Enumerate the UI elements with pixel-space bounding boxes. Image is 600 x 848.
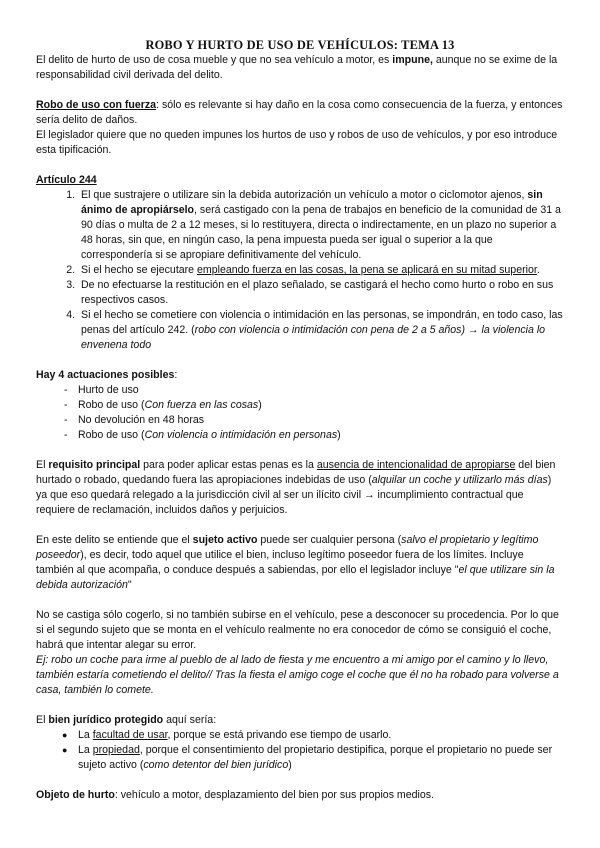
req-text: El [36, 459, 49, 471]
requisito-paragraph [36, 458, 564, 518]
bien-heading [36, 713, 564, 728]
suj-text: En este delito se entiende que el [36, 534, 193, 546]
robo-fuerza-heading: Robo de uso con fuerza [36, 99, 157, 111]
list-item-note: Con violencia o intimidación en personas [144, 429, 338, 441]
suj-italic-2: el que utilizare sin la debida autorización [36, 564, 555, 591]
item1-bold: sin ánimo de apropiárselo [81, 189, 543, 216]
intro-paragraph [36, 53, 564, 83]
bien-bold: bien jurídico protegido [48, 714, 164, 726]
articulo-heading [36, 173, 564, 188]
bien-item-text: La [78, 729, 93, 741]
articulo-item-3: 3. De no efectuarse la restitución en el plazo señalado, se castigará el hecho como hurto o robo en sus respectivos casos. [78, 278, 564, 308]
objeto-bold: Objeto de hurto [36, 789, 115, 801]
list-item-text: Hurto de uso [78, 384, 139, 396]
list-item [36, 383, 564, 398]
req-italic: alquilar un coche y utilizarlo más días [371, 474, 548, 486]
actuaciones-heading [36, 368, 564, 383]
bien-text: El [36, 714, 49, 726]
bien-list [36, 728, 564, 773]
req-bold: requisito principal [48, 459, 141, 471]
list-item [36, 428, 564, 443]
req-text-3: del bien hurtado o robado, quedando fuera las apropiaciones indebidas de uso ( [36, 459, 556, 486]
item1-text: El que sustrajere o utilizare sin la debida autorización un vehículo a motor o ciclomotor ajenos, [81, 189, 528, 201]
list-item-note: Con fuerza en las cosas [144, 399, 259, 411]
actuaciones-heading-text: Hay 4 actuaciones posibles [36, 369, 175, 381]
item2-text: Si el hecho se ejecutare [81, 264, 198, 276]
list-item-text: Robo de uso ( [78, 429, 145, 441]
list-item [36, 398, 564, 413]
req-text-2: para poder aplicar estas penas es la [140, 459, 317, 471]
page-title: ROBO Y HURTO DE USO DE VEHÍCULOS: TEMA 13 [145, 38, 455, 52]
articulo-heading-text: Artículo 244 [36, 174, 97, 186]
req-text-4: ) ya que eso quedará relegado a la jurisdicción civil al ser un ilícito civil → incumplimiento contractual que requiere de reclamación, incluidos daños y perjuicios. [36, 474, 552, 516]
sujeto-paragraph [36, 533, 564, 593]
bien-item-text-2: , porque se está privando ese tiempo de usarlo. [167, 729, 392, 741]
suj-bold: sujeto activo [192, 534, 258, 546]
bullet-icon: ● [62, 730, 68, 740]
suj-text-3: ), es decir, todo aquel que utilice el bien, incluso legítimo poseedor fuera de los límites. Incluye también al que acompaña, o conduce después a sabiendas, por ello el legislador incluye " [36, 549, 524, 576]
actuaciones-colon: : [174, 369, 178, 381]
robo-fuerza-paragraph [36, 98, 564, 128]
example-paragraph [36, 653, 564, 698]
intro-text-2: aunque no se exime de la responsabilidad civil derivada del delito. [36, 54, 558, 81]
item1-text-2: , será castigado con la pena de trabajos en beneficio de la comunidad de 31 a 90 días o multa de 2 a 12 meses, si lo restituyera, directa o indirectamente, en un plazo no superior a 48 horas, sin que, en ningún caso, la pena impuesta pueda ser igual o superior a la que correspondería si se apropiare definitivamente del vehículo. [81, 204, 561, 261]
bullet-icon: ● [62, 745, 68, 755]
robo-fuerza-text: : sólo es relevante si hay daño en la cosa como consecuencia de la fuerza, y entonces sería delito de daños. [36, 99, 563, 126]
list-item [36, 728, 564, 743]
bien-item-italic: como detentor del bien jurídico [143, 759, 289, 771]
suj-italic: salvo el propietario y legítimo poseedor [36, 534, 539, 561]
legislador-paragraph: El legislador quiere que no queden impunes los hurtos de uso y robos de uso de vehículos, y por eso introduce esta tipificación. [36, 129, 558, 156]
list-item-text: No devolución en 48 horas [78, 414, 205, 426]
item2-text-2: . [536, 264, 540, 276]
bien-item-text-2: , porque el consentimiento del propietario destipifica, porque el propietario no puede ser sujeto activo ( [78, 744, 553, 771]
bien-item-text-3: ) [288, 759, 292, 771]
objeto-paragraph [36, 788, 564, 803]
suj-text-2: puede ser cualquier persona ( [257, 534, 402, 546]
list-item [36, 743, 564, 773]
list-item-close: ) [258, 399, 262, 411]
list-item-close: ) [337, 429, 341, 441]
list-item [36, 413, 564, 428]
example-italic: Ej: robo un coche para irme al pueblo de al lado de fiesta y me encuentro a mi amigo por el camino y lo llevo, también estaría cometiendo el delito// Tras la fiesta el amigo coge el coche que él no ha robado para volverse a casa, también lo comete. [36, 654, 559, 696]
bien-text-2: aquí sería: [163, 714, 217, 726]
bien-item-underline: facultad de usar [92, 729, 168, 741]
intro-text: El delito de hurto de uso de cosa mueble y que no sea vehículo a motor, es [36, 54, 393, 66]
intro-bold: impune, [392, 54, 433, 66]
suj-text-4: " [127, 579, 132, 591]
actuaciones-list [36, 383, 564, 443]
item4-text: Si el hecho se cometiere con violencia o intimidación en las personas, se impondrán, en todo caso, las penas del artículo 242. ( [81, 309, 563, 336]
item2-underline: empleando fuerza en las cosas, la pena se aplicará en su mitad superior [197, 264, 537, 276]
bien-item-text: La [78, 744, 93, 756]
req-underline: ausencia de intencionalidad de apropiarse [316, 459, 516, 471]
list-item-text: Robo de uso ( [78, 399, 145, 411]
articulo-item-1 [78, 188, 564, 263]
articulo-item-2 [78, 263, 564, 278]
articulo-item-4 [78, 308, 564, 353]
objeto-text: : vehículo a motor, desplazamiento del bien por sus propios medios. [114, 789, 435, 801]
castigo-paragraph: No se castiga sólo cogerlo, si no también subirse en el vehículo, pese a desconocer su procedencia. Por lo que si el segundo sujeto que se monta en el vehículo realmente no era conocedor de cómo se consiguió el coche, habrá que intentar alegar su error. [36, 609, 559, 651]
bien-item-underline: propiedad [92, 744, 140, 756]
item4-italic: robo con violencia o intimidación con pena de 2 a 5 años) → la violencia lo envenena todo [81, 324, 546, 351]
articulo-list [36, 188, 564, 353]
